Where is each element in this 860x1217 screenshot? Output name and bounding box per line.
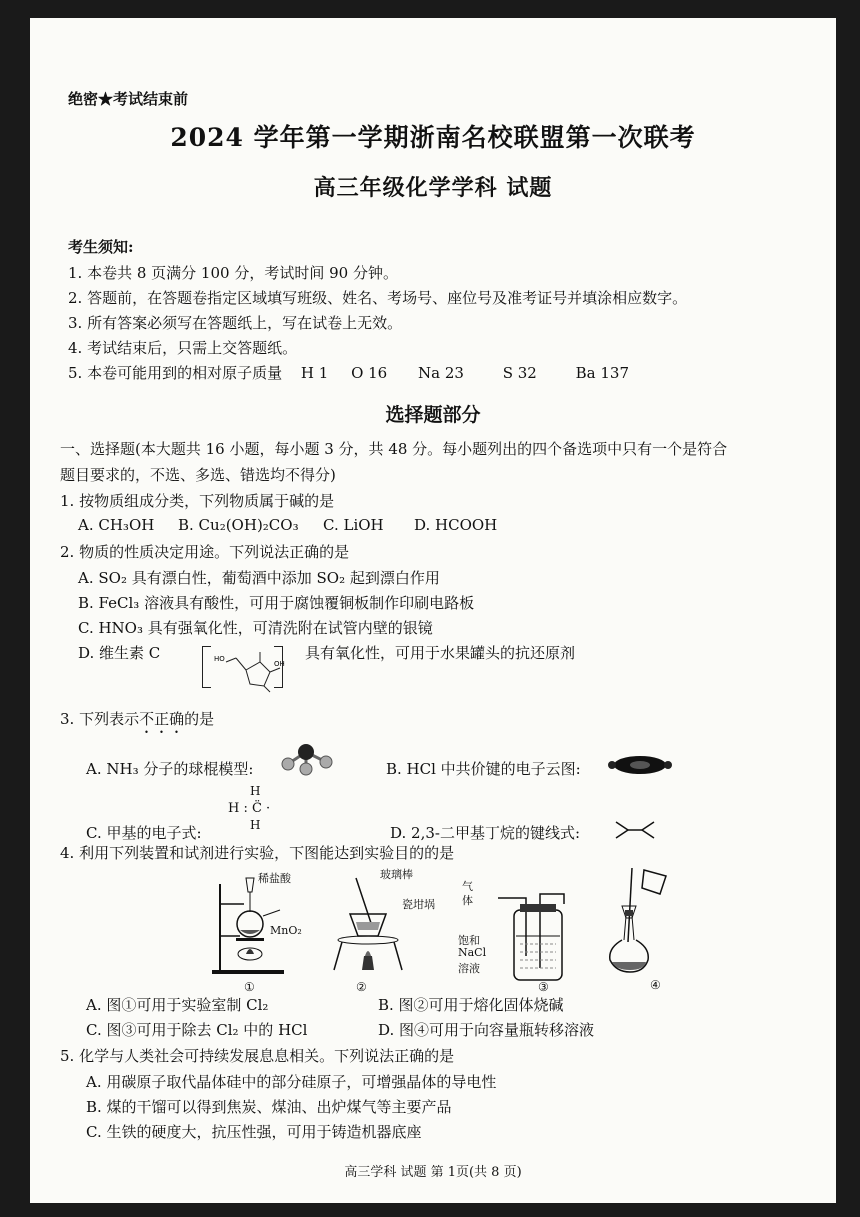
- exam-subtitle: 高三年级化学学科 试题: [313, 175, 553, 201]
- q1-option-b: B. Cu₂(OH)₂CO₃: [178, 516, 299, 534]
- q3-stem-post: 的是: [184, 710, 215, 728]
- methyl-center: H : C̈ ·: [228, 801, 271, 816]
- notice-item-2: 2. 答题前，在答题卷指定区域填写班级、姓名、考场号、座位号及准考证号并填涂相应数字。: [68, 289, 688, 307]
- q3-option-d: D. 2,3-二甲基丁烷的键线式:: [390, 824, 581, 842]
- confidential-mark: 绝密★考试结束前: [68, 90, 189, 108]
- notice-heading: 考生须知:: [68, 238, 134, 256]
- fig2-number: ②: [356, 980, 367, 994]
- q5-option-b: B. 煤的干馏可以得到焦炭、煤油、出炉煤气等主要产品: [86, 1098, 452, 1116]
- q5-stem: 5. 化学与人类社会可持续发展息息相关。下列说法正确的是: [60, 1047, 455, 1065]
- atomic-mass-ba: Ba 137: [575, 364, 630, 382]
- q1-option-c: C. LiOH: [323, 516, 384, 534]
- fig3-gas-label-1: 气: [462, 880, 473, 893]
- fig2-glass-rod-label: 玻璃棒: [380, 868, 413, 881]
- notice-item-3: 3. 所有答案必须写在答题纸上，写在试卷上无效。: [68, 314, 403, 332]
- q4-option-c: C. 图③可用于除去 Cl₂ 中的 HCl: [86, 1021, 308, 1039]
- instructions-line-1: 一、选择题(本大题共 16 小题，每小题 3 分，共 48 分。每小题列出的四个备选项中只有一个是符合: [60, 440, 728, 458]
- exam-page: [30, 18, 836, 1203]
- q2-option-a: A. SO₂ 具有漂白性，葡萄酒中添加 SO₂ 起到漂白作用: [78, 569, 440, 587]
- q2-option-d-suffix: 具有氧化性，可用于水果罐头的抗还原剂: [305, 644, 576, 662]
- q2-option-c: C. HNO₃ 具有强氧化性，可清洗附在试管内壁的银镜: [78, 619, 433, 637]
- right-bracket: [274, 646, 283, 688]
- vitc-ho-label: HO: [214, 655, 225, 663]
- fig3-nacl-label: NaCl: [458, 946, 487, 959]
- methyl-top-h: H: [250, 784, 261, 798]
- fig1-mno2-label: MnO₂: [270, 924, 302, 937]
- page-footer: 高三学科 试题 第 1页(共 8 页): [344, 1165, 522, 1180]
- methyl-bottom-h: H: [250, 818, 261, 832]
- q4-option-d: D. 图④可用于向容量瓶转移溶液: [378, 1021, 595, 1039]
- q2-option-d-prefix: D. 维生素 C: [78, 644, 161, 662]
- section-title: 选择题部分: [385, 404, 481, 426]
- notice-item-1: 1. 本卷共 8 页满分 100 分，考试时间 90 分钟。: [68, 264, 398, 282]
- fig1-hcl-label: 稀盐酸: [258, 872, 291, 885]
- notice-item-4: 4. 考试结束后，只需上交答题纸。: [68, 339, 298, 357]
- left-bracket: [202, 646, 211, 688]
- q3-option-b: B. HCl 中共价键的电子云图:: [386, 760, 581, 778]
- notice-item-5: [68, 362, 629, 383]
- q3-stem: [60, 708, 214, 737]
- q1-option-a: A. CH₃OH: [78, 516, 155, 534]
- fig2-crucible-label: 瓷坩埚: [402, 898, 435, 911]
- atomic-mass-h: H 1: [300, 364, 329, 382]
- q1-stem: 1. 按物质组成分类，下列物质属于碱的是: [60, 492, 335, 510]
- vitc-oh-label: OH: [274, 660, 285, 668]
- dimethylbutane-skeletal: [614, 820, 658, 840]
- fig3-number: ③: [538, 980, 549, 994]
- atomic-mass-o: O 16: [351, 364, 388, 382]
- fig3-gas-label-2: 体: [462, 894, 473, 907]
- apparatus-figure-2: [328, 870, 418, 980]
- apparatus-figure-4: [602, 866, 672, 976]
- atomic-mass-label: 5. 本卷可能用到的相对原子质量: [68, 364, 283, 382]
- q2-stem: 2. 物质的性质决定用途。下列说法正确的是: [60, 543, 350, 561]
- q1-option-d: D. HCOOH: [414, 516, 498, 534]
- instructions-line-2: 题目要求的，不选、多选、错选均不得分): [60, 466, 336, 484]
- fig4-number: ④: [650, 978, 661, 992]
- q4-stem: 4. 利用下列装置和试剂进行实验，下图能达到实验目的的是: [60, 844, 455, 862]
- q4-option-a: A. 图①可用于实验室制 Cl₂: [86, 996, 269, 1014]
- hcl-electron-cloud: [604, 752, 676, 778]
- apparatus-figure-3: [492, 876, 582, 986]
- exam-title: 2024 学年第一学期浙南名校联盟第一次联考: [170, 123, 696, 152]
- fig3-saturated-label: 饱和: [458, 934, 480, 947]
- fig1-number: ①: [244, 980, 255, 994]
- q4-option-b: B. 图②可用于熔化固体烧碱: [378, 996, 564, 1014]
- q3-stem-emphasis: 不正确: [139, 710, 185, 728]
- q5-option-a: A. 用碳原子取代晶体硅中的部分硅原子，可增强晶体的导电性: [86, 1073, 497, 1091]
- fig3-solution-label: 溶液: [458, 962, 480, 975]
- q2-option-b: B. FeCl₃ 溶液具有酸性，可用于腐蚀覆铜板制作印刷电路板: [78, 594, 475, 612]
- q5-option-c: C. 生铁的硬度大，抗压性强，可用于铸造机器底座: [86, 1123, 422, 1141]
- atomic-mass-na: Na 23: [418, 364, 464, 382]
- atomic-mass-s: S 32: [502, 364, 537, 382]
- q3-option-a: A. NH₃ 分子的球棍模型:: [86, 760, 254, 778]
- nh3-ball-stick-model: [278, 740, 338, 776]
- q3-stem-pre: 3. 下列表示: [60, 710, 140, 728]
- q3-option-c: C. 甲基的电子式:: [86, 824, 202, 842]
